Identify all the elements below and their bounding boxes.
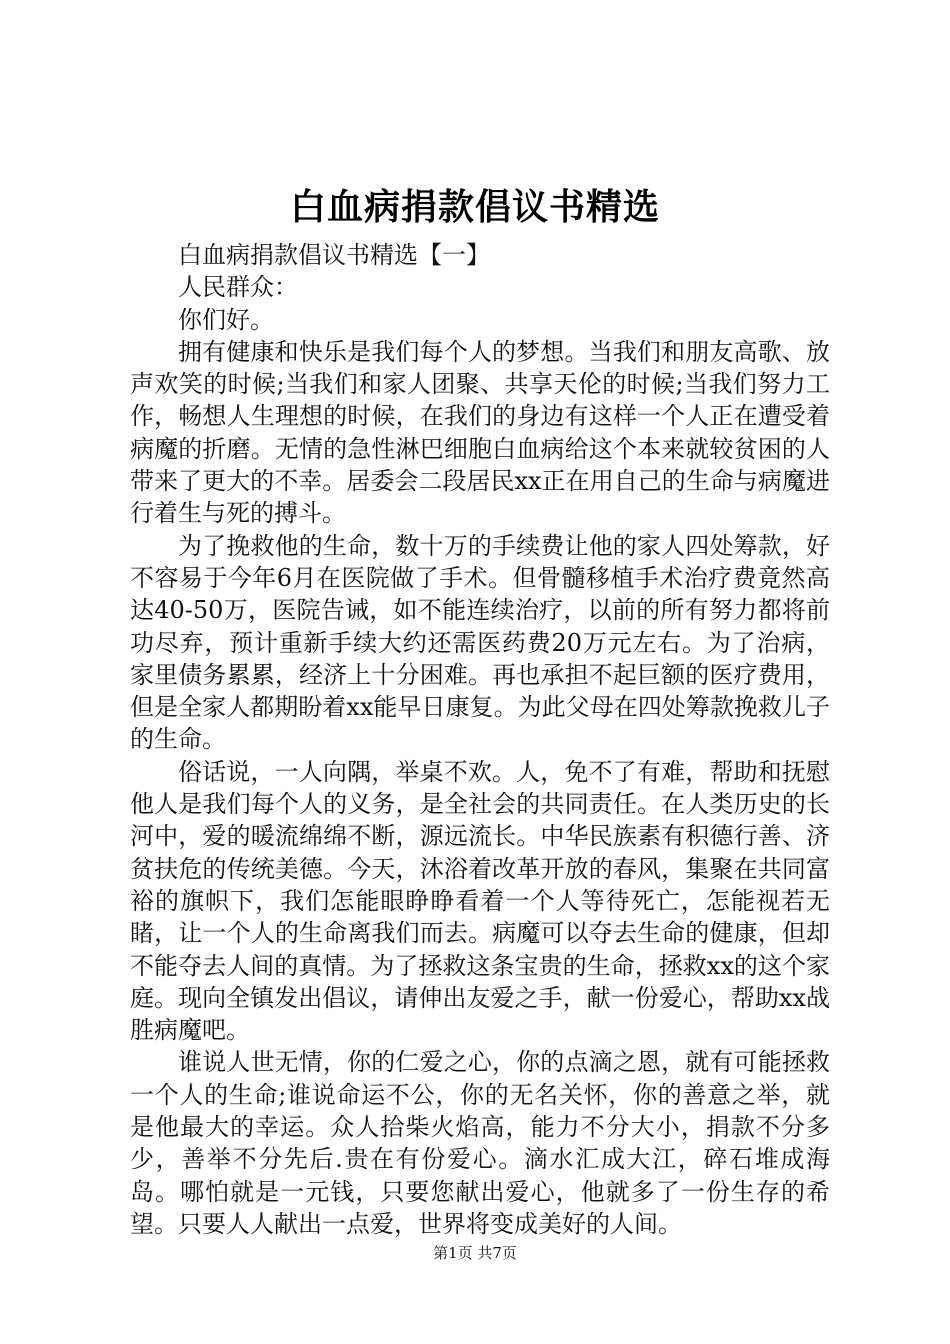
- document-title: 白血病捐款倡议书精选: [289, 186, 660, 228]
- greeting: 你们好。: [178, 305, 274, 334]
- body-paragraph: 拥有健康和快乐是我们每个人的梦想。当我们和朋友高歌、放声欢笑的时候;当我们和家人团聚、共享天伦的时候;当我们努力工作，畅想人生理想的时候，在我们的身边有这样一个人正在遭受着病魔的折磨。无情的急性淋巴细胞白血病给这个本来就较贫困的人带来了更大的不幸。居委会二段居民xx正在用自己的生命与病魔进行着生与死的搏斗。: [130, 337, 830, 528]
- section-heading: 白血病捐款倡议书精选【一】: [178, 241, 490, 269]
- body-paragraph: 俗话说，一人向隅，举桌不欢。人，免不了有难，帮助和抚慰他人是我们每个人的义务，是全社会的共同责任。在人类历史的长河中，爱的暖流绵绵不断，源远流长。中华民族素有积德行善、济贫扶危的传统美德。今天，沐浴着改革开放的春风，集聚在共同富裕的旗帜下，我们怎能眼睁睁看着一个人等待死亡，怎能视若无睹，让一个人的生命离我们而去。病魔可以夺去生命的健康，但却不能夺去人间的真情。为了拯救这条宝贵的生命，拯救xx的这个家庭。现向全镇发出倡议，请伸出友爱之手，献一份爱心，帮助xx战胜病魔吧。: [130, 757, 830, 1045]
- body-paragraph: 谁说人世无情，你的仁爱之心，你的点滴之恩，就有可能拯救一个人的生命;谁说命运不公，你的无名关怀，你的善意之举，就是他最大的幸运。众人拾柴火焰高，能力不分大小，捐款不分多少，善举不分先后.贵在有份爱心。滴水汇成大江，碎石堆成海岛。哪怕就是一元钱，只要您献出爱心，他就多了一份生存的希望。只要人人献出一点爱，世界将变成美好的人间。: [130, 1048, 830, 1238]
- page-footer: 第1页 共7页: [433, 1244, 517, 1262]
- document-body: [130, 239, 830, 1240]
- body-paragraph: 为了挽救他的生命，数十万的手续费让他的家人四处筹款，好不容易于今年6月在医院做了手术。但骨髓移植手术治疗费竟然高达40-50万，医院告诫，如不能连续治疗，以前的所有努力都将前功尽弃，预计重新手续大约还需医药费20万元左右。为了治病，家里债务累累，经济上十分困难。再也承担不起巨额的医疗费用，但是全家人都期盼着xx能早日康复。为此父母在四处筹款挽救儿子的生命。: [130, 531, 830, 754]
- salutation: 人民群众：: [178, 273, 298, 302]
